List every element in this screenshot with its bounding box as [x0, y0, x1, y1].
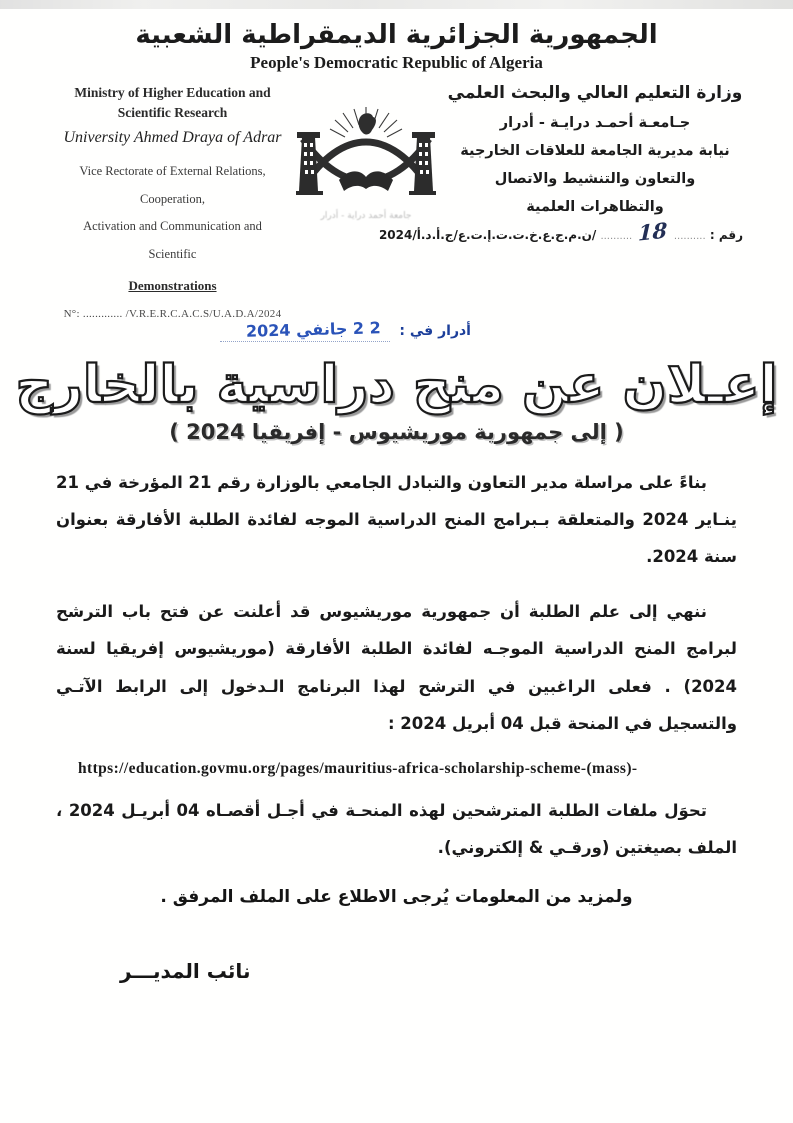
more-info-line: ولمزيد من المعلومات يُرجى الاطلاع على الملف المرفق .	[160, 886, 633, 907]
vice-rectorate-ar-1: نيابة مديرية الجامعة للعلاقات الخارجية	[460, 143, 730, 159]
university-logo-icon	[287, 105, 445, 205]
letterhead-english-block	[58, 83, 287, 320]
letter-body	[0, 464, 793, 983]
date-stamp: 2 2 جانفي 2024	[245, 318, 381, 341]
reference-number-ar	[378, 217, 745, 246]
country-title-english: People's Democratic Republic of Algeria	[250, 53, 543, 72]
announcement-title: إعـلان عن منح دراسية بالخارج	[15, 355, 778, 416]
university-name-ar: جـامعـة أحمـد درايـة - أدرار	[499, 115, 691, 131]
ministry-name-ar: وزارة التعليم العالي والبحث العلمي	[447, 83, 743, 103]
university-name-en: University Ahmed Draya of Adrar	[63, 129, 282, 147]
announcement-subtitle: ( إلى جمهورية موريشيوس - إفريقيا 2024 )	[169, 419, 624, 444]
registration-link[interactable]: https://education.govmu.org/pages/mauritius-africa-scholarship-scheme-(mass)-	[78, 760, 638, 778]
ministry-line-2: Scientific Research	[117, 104, 228, 120]
paragraph-announcement: ننهي إلى علم الطلبة أن جمهورية موريشيوس قد أعلنت عن فتح باب الترشح لبرامج المنح الدراسية الموجـه لفائدة الطلبة الأفارقة (موريشيوس إفريقيا لسنة 2024) . فعلى الراغبين في الترشح لهذا البرنامج الـدخول إلى الرابط الآتـي والتسجيل في المنحة قبل 04 أبريل 2024 :	[56, 602, 737, 733]
vice-rectorate-en	[58, 158, 287, 268]
vice-rectorate-line-2: Activation and Communication and Scientific	[83, 219, 262, 261]
signature-deputy-director: نائب المديـــر	[120, 958, 251, 983]
demonstrations-label: Demonstrations	[128, 278, 217, 294]
ref-code-ar: /ن.م.ج.ع.خ.ت.ت.إ.ت.ع/ج.أ.د.أ/2024	[378, 228, 597, 242]
paragraph-deadline: تحوَل ملفات الطلبة المترشحين لهذه المنحـة في أجـل أقصـاه 04 أبريـل 2024 ، الملف بصيغتين (ورقـي & إلكتروني).	[56, 801, 737, 858]
date-stamp-underline	[220, 320, 391, 342]
logo-block	[287, 83, 445, 221]
registration-link-line	[56, 758, 737, 778]
ministry-name-en	[58, 83, 287, 122]
vice-rectorate-ar-2: والتعاون والتنشيط والاتصال	[494, 171, 696, 187]
vice-rectorate-ar-3: والتظاهرات العلمية	[526, 199, 664, 215]
handwritten-ref-number: 18	[638, 217, 669, 246]
date-line	[0, 320, 793, 346]
ref-dotted-line-2: ..........	[600, 231, 633, 242]
date-place-label: أدرار في :	[399, 323, 471, 340]
logo-caption: جامعة أحمد دراية - أدرار	[320, 211, 412, 221]
scan-edge-artifact	[0, 0, 793, 9]
reference-number-en: N°: ............. /V.R.E.R.C.A.C.S/U.A.D.A/2024	[63, 308, 282, 321]
letterhead-arabic-block	[378, 83, 745, 246]
vice-rectorate-line-1: Vice Rectorate of External Relations, Cooperation,	[79, 164, 266, 206]
country-title-arabic: الجمهورية الجزائرية الديمقراطية الشعبية	[135, 20, 658, 50]
ref-dotted-line: ..........	[673, 231, 706, 242]
letterhead	[0, 73, 793, 320]
ministry-line-1: Ministry of Higher Education and	[74, 85, 271, 100]
ref-label-ar: رقم :	[709, 228, 743, 242]
paragraph-basis: بناءً على مراسلة مدير التعاون والتبادل الجامعي بالوزارة رقم 21 المؤرخة في 21 ينـاير 2024 والمتعلقة بـبرامج المنح الدراسية الموجه لفائدة الطلبة الأفارقة بعنوان سنة 2024.	[56, 472, 737, 567]
